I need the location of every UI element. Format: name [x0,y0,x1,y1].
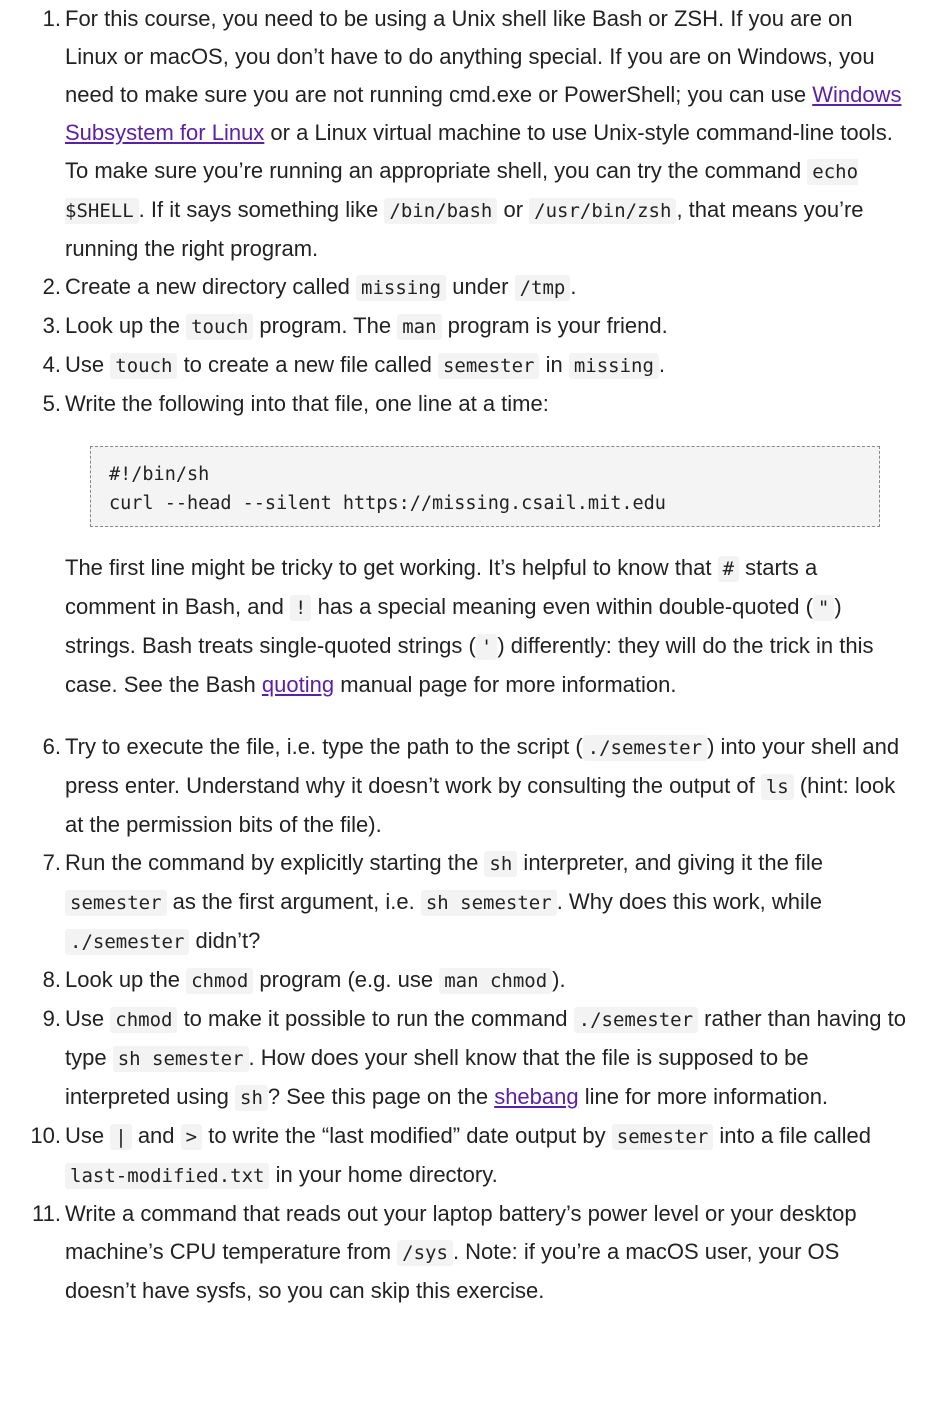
text-run: program. The [253,313,398,338]
exercise-text [65,1006,906,1109]
inline-code: " [813,595,834,621]
inline-code: /usr/bin/zsh [529,198,676,224]
inline-code: > [181,1124,202,1150]
inline-code: missing [356,275,446,301]
exercise-number: 4. [42,352,61,377]
windows-subsystem-for-linux-link[interactable]: Windows Subsystem for Linux [65,82,902,145]
text-run: . [658,352,666,377]
inline-code: ./semester [583,735,707,761]
exercise-number: 5. [42,391,61,416]
text-run: in [539,352,569,377]
text-run: manual page for more information. [334,672,677,697]
exercise-text [65,274,577,299]
exercise-text [65,734,899,837]
inline-code: sh [484,851,517,877]
inline-code: sh [235,1085,268,1111]
text-run: . If it says something like [138,197,385,222]
text-run: The first line might be tricky to get working. It’s helpful to know that [65,555,718,580]
text-run: to make it possible to run the command [177,1006,574,1031]
text-run: For this course, you need to be using a Unix shell like Bash or ZSH. If you are on Linux or macOS, you don’t have to do anything special. If you are on Windows, you need to make sure you are not running cmd.exe or PowerShell; you can use [65,6,875,107]
exercise-text [65,1123,871,1187]
inline-code: touch [110,353,177,379]
inline-code: | [110,1124,131,1150]
text-run: under [446,274,515,299]
exercise-item [0,268,938,307]
text-run: . Note: if you’re a macOS user, your OS doesn’t have sysfs, so you can skip this exercise. [65,1239,840,1303]
text-run: Look up the [65,313,187,338]
exercise-text [65,313,668,338]
exercise-item [0,307,938,346]
shebang-link[interactable]: shebang [494,1084,579,1109]
exercise-number: 8. [42,967,61,992]
text-run: Write a command that reads out your laptop battery’s power level or your desktop machine’s CPU temperature from [65,1201,857,1264]
inline-code: /tmp [515,275,571,301]
inline-code: touch [186,314,253,340]
text-run: ). [552,967,566,992]
exercise-item [0,0,938,268]
text-run: Try to execute the file, i.e. type the path to the script ( [65,734,583,759]
inline-code: man chmod [439,968,552,994]
text-run: Use [65,352,111,377]
text-run: to create a new file called [177,352,438,377]
exercise-text [65,1201,857,1303]
inline-code: # [718,556,739,582]
inline-code: /sys [397,1240,453,1266]
inline-code: sh semester [421,890,557,916]
text-run: Look up the [65,967,187,992]
inline-code: man [397,314,441,340]
text-run: Create a new directory called [65,274,357,299]
text-run: in your home directory. [269,1162,498,1187]
text-run: has a special meaning even within double-quoted ( [311,594,813,619]
text-run: ) differently: they will do the trick in this case. See the Bash [65,633,874,697]
inline-code: semester [65,890,167,916]
text-run: . Why does this work, while [556,889,823,914]
text-run: rather than having to type [65,1006,906,1070]
exercise-item [0,728,938,844]
text-run: ) into your shell and press enter. Understand why it doesn’t work by consulting the output of [65,734,900,798]
text-run: into a file called [713,1123,872,1148]
exercise-note [65,549,908,704]
text-run: . How does your shell know that the file is supposed to be interpreted using [65,1045,809,1109]
exercise-item [0,1000,938,1117]
text-run: Write the following into that file, one line at a time: [65,391,549,416]
text-run: Use [65,1006,111,1031]
text-run: ? See this page on the [267,1084,495,1109]
exercise-item [0,844,938,961]
inline-code: last-modified.txt [65,1163,269,1189]
inline-code: chmod [110,1007,177,1033]
exercise-item [0,385,938,704]
inline-code: ! [290,595,311,621]
text-run: or a Linux virtual machine to use Unix-style command-line tools. To make sure you’re running an appropriate shell, you can try the command [65,120,893,183]
inline-code: ls [761,774,794,800]
text-run: program is your friend. [441,313,668,338]
text-run: didn’t? [189,928,261,953]
exercise-number: 6. [42,734,61,759]
exercise-number: 2. [42,274,61,299]
quoting-link[interactable]: quoting [261,672,335,697]
inline-code: semester [438,353,540,379]
exercise-item [0,961,938,1000]
exercise-text [65,850,823,953]
text-run: line for more information. [578,1084,829,1109]
text-run: Use [65,1123,111,1148]
inline-code: ./semester [65,929,189,955]
inline-code: semester [612,1124,714,1150]
text-run: (hint: look at the permission bits of the file). [65,773,896,837]
text-run: ) strings. Bash treats single-quoted strings ( [65,594,842,658]
inline-code: chmod [186,968,253,994]
exercise-number: 1. [42,6,61,31]
inline-code: echo $SHELL [65,161,859,222]
exercise-text [65,352,665,377]
text-run: program (e.g. use [253,967,440,992]
exercise-number: 3. [42,313,61,338]
inline-code: sh semester [113,1046,249,1072]
text-run: and [131,1123,181,1148]
text-run: Run the command by explicitly starting the [65,850,485,875]
exercise-item [0,1195,938,1310]
exercise-number: 10. [30,1123,61,1148]
exercise-number: 9. [42,1006,61,1031]
text-run: or [497,197,530,222]
text-run: , that means you’re running the right program. [65,197,864,261]
inline-code: ' [476,634,497,660]
exercise-number: 11. [32,1201,61,1226]
inline-code: /bin/bash [384,198,497,224]
code-block: #!/bin/sh curl --head --silent https://missing.csail.mit.edu [90,446,880,527]
exercise-number: 7. [42,850,61,875]
exercise-text [65,391,549,416]
exercise-item [0,346,938,385]
text-run: to write the “last modified” date output by [202,1123,612,1148]
text-run: as the first argument, i.e. [166,889,421,914]
text-run: starts a comment in Bash, and [65,555,818,619]
inline-code: ./semester [574,1007,698,1033]
exercise-text [65,967,566,992]
text-run: interpreter, and giving it the file [517,850,824,875]
inline-code: missing [569,353,659,379]
exercise-item [0,1117,938,1195]
text-run: . [570,274,577,299]
exercise-text [65,6,901,261]
